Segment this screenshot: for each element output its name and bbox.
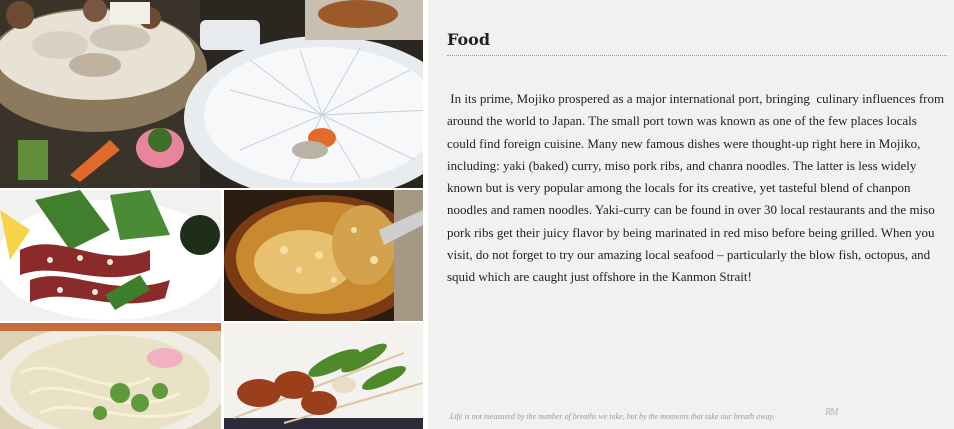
article-title: Food bbox=[447, 30, 947, 56]
grilled-skewers-photo bbox=[224, 323, 423, 429]
article-body: In its prime, Mojiko prospered as a major international port, bringing culinary influences from around the world to Japan. The small port town was known as one of the few places locals could find foreign cuisine. Many new famous dishes were thought-up right here in Mojiko, including: yaki (baked) curry, miso pork ribs, and chanra noodles. The latter is less widely known but is very popular among the locals for its creative, yet tasteful blend of chanpon noodles and ramen noodles. Yaki-curry can be found in over 30 local restaurants and the miso pork ribs get their juicy flavor by being marinated in red miso before being grilled. When you visit, do not forget to try our amazing local seafood – particularly the blow fish, octopus, and squid which are caught just offshore in the Kanmon Strait! bbox=[447, 91, 948, 285]
octopus-sashimi-photo bbox=[0, 190, 221, 321]
pufferfish-hotpot-photo bbox=[0, 0, 423, 188]
yaki-curry-photo bbox=[224, 190, 423, 321]
footer-quote: Life is not measured by the number of breaths we take, but by the moments that take our breath away. bbox=[450, 412, 775, 421]
signature-mark: RM bbox=[825, 407, 838, 418]
food-photo-collage bbox=[0, 0, 423, 429]
food-article-panel bbox=[428, 0, 954, 429]
chanra-noodles-photo bbox=[0, 323, 221, 429]
